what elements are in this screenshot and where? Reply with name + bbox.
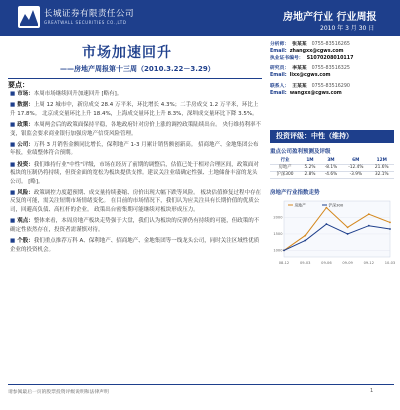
summary-paragraph <box>10 101 262 118</box>
analyst-name: 李某某 <box>292 66 307 72</box>
paragraph-lead: 政策： <box>17 122 34 129</box>
analyst-phone: 0755-83516265 <box>311 42 350 47</box>
company-name-cn: 长城证券有限责任公司 <box>44 9 135 19</box>
analyst-label: Email: <box>270 90 287 96</box>
page-number: 1 <box>370 388 374 394</box>
paragraph-text: 上周 12 城市中，新房成交 28.4 万平米，环比增长 4.3%；二手房成交 1.2 万平米，环比上升 17.8%。 北京成交量环比上升 18.4%，上海成交量环比上升 8.3%，深圳成交量环比下降 3.5%。 <box>10 102 259 117</box>
analyst-phone: 0755-83516290 <box>311 83 350 89</box>
analyst-row <box>270 42 394 49</box>
chart-title: 房地产行业指数走势 <box>270 190 320 196</box>
x-tick-label: 10-03 <box>384 261 396 265</box>
series-point <box>283 250 285 252</box>
license-number: S1070208010117 <box>306 55 354 61</box>
series-point <box>326 207 328 209</box>
paragraph-lead: 市场： <box>17 91 34 97</box>
summary-heading: 要点： <box>8 81 29 89</box>
table-cell: 21.6% <box>369 165 394 172</box>
table-row <box>270 165 394 172</box>
bullet-icon: ■ <box>10 102 16 109</box>
footer-disclaimer: 请参阅最后一页的股票投资评级说明和法律声明 <box>8 390 109 395</box>
paragraph-text: 整体来看，本周房地产板块走势强于大盘，我们认为板块的反弹仍有持续的可能，但政策的不确定性依然存在，投资者需谨慎对待。 <box>10 218 260 233</box>
series-point <box>304 235 306 237</box>
analyst-name: 王某某 <box>292 83 307 89</box>
series-point <box>389 228 391 230</box>
paragraph-text: 本周两会后的政策面保持平稳，各地政府针对房价上涨的调控政策陆续出台。 央行维持利率不变，银监会要求商业银行加强房地产信贷风险管理。 <box>10 122 261 137</box>
paragraph-lead: 观点： <box>17 218 34 225</box>
analyst-contacts <box>270 42 394 98</box>
analyst-email[interactable]: zhangxx@cgws.com <box>289 48 344 54</box>
x-tick-label: 09-09 <box>342 261 353 265</box>
summary-paragraph <box>10 217 262 234</box>
bullet-icon: ■ <box>10 238 16 245</box>
table-cell: 2.8% <box>300 172 320 179</box>
bullet-icon: ■ <box>10 122 16 129</box>
bullet-icon: ■ <box>10 190 16 197</box>
bullet-icon: ■ <box>10 161 16 168</box>
x-tick-label: 08-12 <box>278 261 290 265</box>
analyst-row <box>270 49 394 56</box>
paragraph-lead: 个股： <box>17 238 34 245</box>
analyst-row <box>270 66 394 73</box>
y-tick-label: 1000 <box>273 248 283 253</box>
title-divider <box>8 78 262 79</box>
legend-label: 房地产 <box>294 202 306 208</box>
summary-paragraph <box>10 161 262 186</box>
analyst-row <box>270 56 394 63</box>
x-tick-label: 09-06 <box>321 261 332 265</box>
footer-divider <box>8 384 394 385</box>
summary-body <box>10 90 262 380</box>
x-tick-label: 09-03 <box>299 261 311 265</box>
header-band <box>0 0 400 36</box>
paragraph-lead: 投资： <box>17 161 34 168</box>
summary-paragraph <box>10 90 262 98</box>
analyst-phone: 0755-83516325 <box>311 66 350 72</box>
table-header-cell: 1M <box>300 158 320 165</box>
bullet-icon: ■ <box>10 142 16 149</box>
summary-paragraph <box>10 189 262 214</box>
paragraph-lead: 风险： <box>17 190 34 197</box>
series-point <box>368 225 370 227</box>
series-point <box>326 223 328 225</box>
analyst-email[interactable]: wangxx@cgws.com <box>289 90 342 96</box>
bullet-icon: ■ <box>10 91 16 97</box>
investment-rating: 投资评级：中性（维持） <box>270 130 394 143</box>
analyst-label: 联系人： <box>270 83 290 89</box>
y-tick-label: 2000 <box>273 215 283 220</box>
analyst-name: 张某某 <box>292 42 307 47</box>
table-cell: 32.1% <box>369 172 394 179</box>
paragraph-text: 本周市场继续回升加速回升 [略有]。 <box>33 91 123 97</box>
paragraph-text: 我们维持行业"中性"评级，市场在经历了前期的调整后，估值已处于相对合理区间，政策面对板块的压制仍将持续，但资金面的宽松为板块提供支撑。建议关注业绩确定性强、土地储备丰富的龙头公司。 [略]。 <box>10 161 259 185</box>
paragraph-lead: 数据： <box>17 102 34 109</box>
report-type: 房地产行业 行业周报 <box>283 12 377 23</box>
report-subtitle: ——房地产周报第十三周（2010.3.22－3.29） <box>60 65 215 73</box>
index-line-chart <box>270 197 394 269</box>
table-cell: 5.2% <box>300 165 320 172</box>
table-cell: -8.1% <box>320 165 342 172</box>
x-tick-label: 09-12 <box>363 261 375 265</box>
series-point <box>304 240 306 242</box>
table-row <box>270 172 394 179</box>
series-point <box>368 213 370 215</box>
table-header-cell: 3M <box>320 158 342 165</box>
report-date: 2010 年 3 月 30 日 <box>320 25 375 32</box>
series-point <box>389 222 391 224</box>
paragraph-text: 万科 3 月销售金额同比增长，保利地产 1-3 月累计销售额创新高。 招商地产、金地集团公布年报，业绩整体符合预期。 <box>10 142 259 157</box>
analyst-email[interactable]: lixx@cgws.com <box>289 73 331 79</box>
company-name-en: GREATWALL SECURITIES CO.,LTD <box>44 20 127 25</box>
bullet-icon: ■ <box>10 218 16 225</box>
table-header-cell: 12M <box>369 158 394 165</box>
analyst-label: 分析师： <box>270 42 290 47</box>
report-title: 市场加速回升 <box>82 45 172 61</box>
summary-paragraph <box>10 141 262 158</box>
paragraph-lead: 公司： <box>17 142 34 149</box>
paragraph-text: 我们重点推荐万科 A、保利地产、招商地产、金地集团等一线龙头公司，同时关注区域性优质企业的投资机会。 <box>10 238 260 253</box>
analyst-label: 研究员： <box>270 66 290 72</box>
analyst-label: 执业证书编号： <box>270 55 304 61</box>
table-header-cell: 行业 <box>270 158 300 165</box>
table-cell: 房地产 <box>270 165 300 172</box>
perf-table-title: 重点公司盈利预测及评级 <box>270 149 331 155</box>
company-logo-icon <box>18 6 40 28</box>
table-cell: 沪深300 <box>270 172 300 179</box>
analyst-label: Email: <box>270 48 287 54</box>
legend-label: 沪深300 <box>328 202 344 208</box>
analyst-row <box>270 84 394 91</box>
summary-paragraph <box>10 237 262 254</box>
summary-paragraph <box>10 121 262 138</box>
series-point <box>347 233 349 235</box>
table-cell: -4.6% <box>320 172 342 179</box>
performance-table <box>270 158 394 179</box>
table-cell: -3.9% <box>342 172 369 179</box>
analyst-row <box>270 73 394 80</box>
analyst-row <box>270 91 394 98</box>
series-point <box>347 226 349 228</box>
y-tick-label: 1500 <box>273 232 283 237</box>
analyst-label: Email: <box>270 73 287 79</box>
table-header-cell: 6M <box>342 158 369 165</box>
paragraph-text: 政策调控力度超预期、成交量持续萎缩、房价出现大幅下跌等风险。 板块估值修复过程中存在反复的可能，需关注短期市场情绪变化。 在目前的市场情况下，我们认为应关注具有长期价值的优质公司，回避高负债、高杠杆的企业。 政策出台密集期可能继续对板块形成压力。 <box>10 190 261 213</box>
table-cell: -12.4% <box>342 165 369 172</box>
